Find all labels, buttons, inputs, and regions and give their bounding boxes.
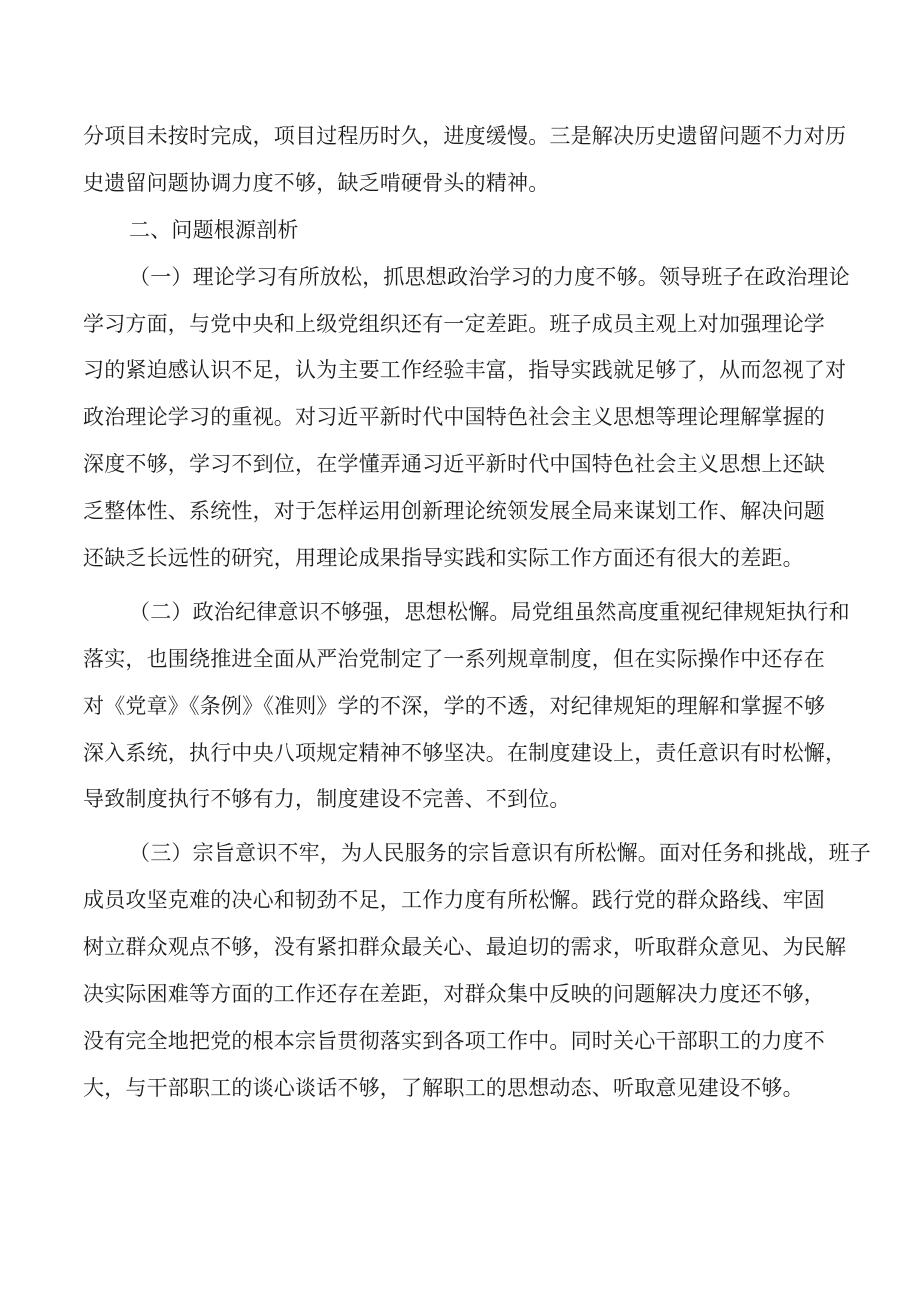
paragraph-purpose-awareness [83, 830, 871, 1111]
paragraph-political-discipline [83, 589, 850, 823]
text-line: 大，与干部职工的谈心谈话不够，了解职工的思想动态、听取意见建设不够。 [83, 1075, 804, 1100]
text-line: 乏整体性、系统性，对于怎样运用创新理论统领发展全局来谋划工作、解决问题 [83, 499, 825, 524]
text-line: 没有完全地把党的根本宗旨贯彻落实到各项工作中。同时关心干部职工的力度不 [83, 1028, 825, 1053]
text-line: 分项目未按时完成，项目过程历时久，进度缓慢。三是解决历史遗留问题不力对历 [83, 124, 847, 148]
text-line: 导致制度执行不够有力，制度建设不完善、不到位。 [83, 787, 571, 812]
text-line: 习的紧迫感认识不足，认为主要工作经验丰富，指导实践就足够了，从而忽视了对 [83, 358, 847, 383]
text-line: 深入系统，执行中央八项规定精神不够坚决。在制度建设上，责任意识有时松懈， [83, 740, 847, 765]
continuation-paragraph [83, 113, 847, 207]
text-line: 深度不够，学习不到位，在学懂弄通习近平新时代中国特色社会主义思想上还缺 [83, 452, 825, 477]
paragraph-theory-study [83, 254, 850, 582]
text-line: 政治理论学习的重视。对习近平新时代中国特色社会主义思想等理论理解掌握的 [83, 405, 825, 430]
paragraph-gap [83, 582, 843, 589]
text-line: 成员攻坚克难的决心和韧劲不足，工作力度有所松懈。践行党的群众路线、牢固 [83, 888, 825, 913]
text-line: 决实际困难等方面的工作还存在差距，对群众集中反映的问题解决力度还不够， [83, 982, 825, 1007]
text-line: 树立群众观点不够，没有紧扣群众最关心、最迫切的需求，听取群众意见、为民解 [83, 935, 847, 960]
paragraph-gap [83, 823, 843, 830]
text-line: 史遗留问题协调力度不够，缺乏啃硬骨头的精神。 [83, 170, 550, 195]
text-line: 还缺乏长远性的研究，用理论成果指导实践和实际工作方面还有很大的差距。 [83, 546, 804, 571]
text-line: 对《党章》《条例》《准则》学的不深，学的不透，对纪律规矩的理解和掌握不够 [83, 693, 826, 718]
text-line: （二）政治纪律意识不够强，思想松懈。局党组虽然高度重视纪律规矩执行和 [129, 599, 850, 624]
text-line: 学习方面，与党中央和上级党组织还有一定差距。班子成员主观上对加强理论学 [83, 311, 825, 336]
document-body [83, 113, 871, 1112]
section-heading: 二、问题根源剖析 [129, 217, 299, 242]
text-line: （三）宗旨意识不牢，为人民服务的宗旨意识有所松懈。面对任务和挑战，班子 [129, 841, 871, 866]
text-line: 落实，也围绕推进全面从严治党制定了一系列规章制度，但在实际操作中还存在 [83, 646, 825, 671]
text-line: （一）理论学习有所放松，抓思想政治学习的力度不够。领导班子在政治理论 [129, 264, 850, 289]
